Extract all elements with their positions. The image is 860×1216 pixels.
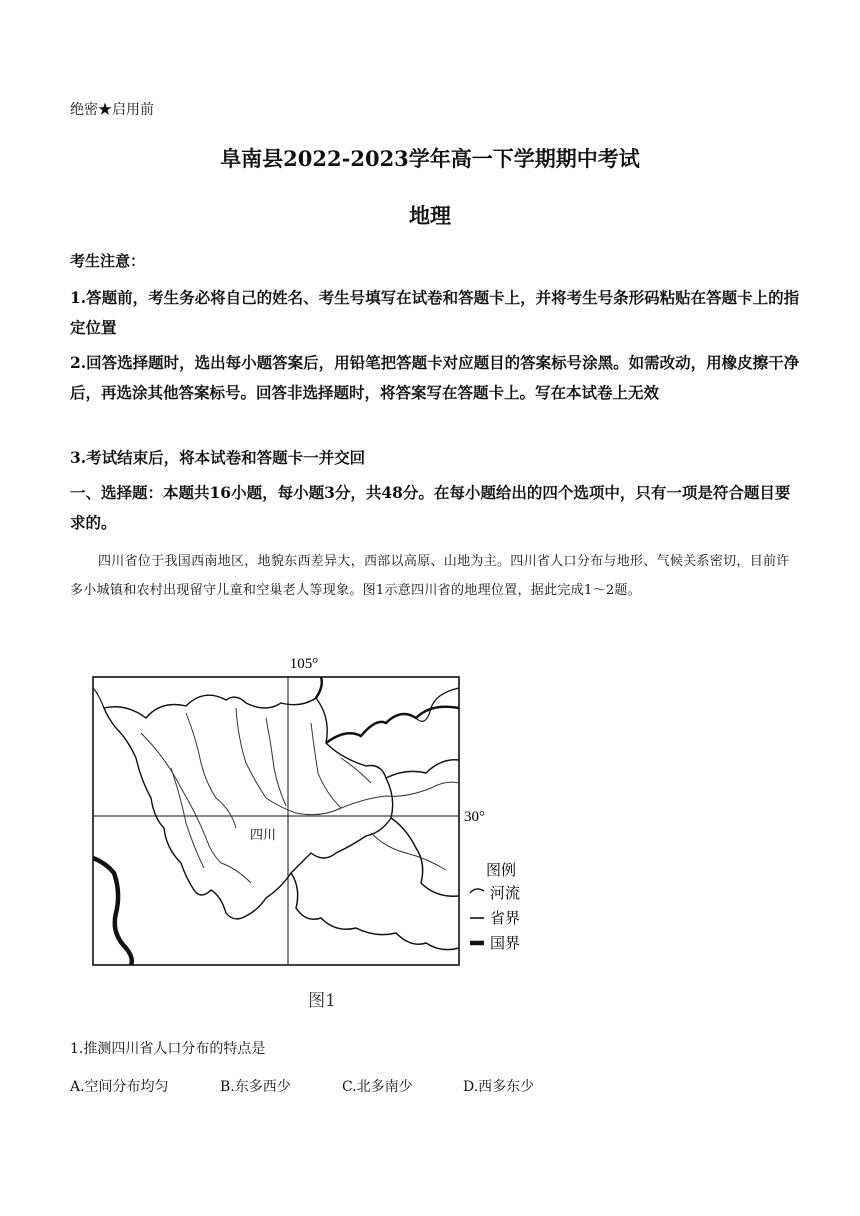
exam-subject: 地理 xyxy=(409,203,451,228)
section-heading: 一、选择题：本题共16小题，每小题3分，共48分。在每小题给出的四个选项中，只有一项是符合题目要求的。 xyxy=(70,483,791,532)
river xyxy=(141,733,251,883)
province-border xyxy=(316,677,322,698)
province-border xyxy=(386,760,459,778)
figure-caption: 图1 xyxy=(308,991,336,1011)
map-svg xyxy=(86,648,556,1018)
province-border xyxy=(93,688,104,708)
province-border xyxy=(291,873,459,950)
confidential-mark: 绝密★启用前 xyxy=(70,102,154,118)
river xyxy=(171,768,204,868)
province-label: 四川 xyxy=(249,828,277,843)
notice-item-1: 1.答题前，考生务必将自己的姓名、考生号填写在试卷和答题卡上，并将考生号条形码粘贴在答题卡上的指定位置 xyxy=(70,288,800,337)
province-border xyxy=(326,707,459,743)
exam-title: 阜南县2022-2023学年高一下学期期中考试 xyxy=(220,146,640,171)
national-border xyxy=(93,858,132,965)
lat-label: 30° xyxy=(464,809,485,825)
sichuan-border xyxy=(104,695,393,919)
river xyxy=(266,718,286,806)
option-c[interactable]: C.北多南少 xyxy=(342,1079,413,1095)
legend-river-symbol xyxy=(470,889,484,893)
province-border xyxy=(416,688,459,721)
option-d[interactable]: D.西多东少 xyxy=(463,1079,535,1095)
question-1-stem: 1.推测四川省人口分布的特点是 xyxy=(70,1041,266,1057)
legend-river: 河流 xyxy=(490,884,521,902)
sichuan-map-figure xyxy=(86,648,556,1022)
river xyxy=(371,833,446,870)
notice-item-2: 2.回答选择题时，选出每小题答案后，用铅笔把答题卡对应题目的答案标号涂黑。如需改动，用橡皮擦干净后，再选涂其他答案标号。回答非选择题时，将答案写在答题卡上。写在本试卷上无效 xyxy=(70,353,800,402)
option-b[interactable]: B.东多西少 xyxy=(220,1079,291,1095)
legend-province-border: 省界 xyxy=(490,909,521,927)
question-intro: 四川省位于我国西南地区，地貌东西差异大，西部以高原、山地为主。四川省人口分布与地形、气候关系密切，目前许多小城镇和农村出现留守儿童和空巢老人等现象。图1示意四川省的地理位置，据此完成1～2题。 xyxy=(70,554,790,598)
legend-national-border: 国界 xyxy=(490,934,521,952)
notice-heading: 考生注意： xyxy=(70,252,146,270)
province-border xyxy=(391,818,459,896)
legend-title: 图例 xyxy=(486,861,517,879)
lon-label: 105° xyxy=(289,656,319,672)
notice-item-3: 3.考试结束后，将本试卷和答题卡一并交回 xyxy=(70,448,366,467)
river xyxy=(236,708,459,815)
map-frame xyxy=(93,677,459,965)
option-a[interactable]: A.空间分布均匀 xyxy=(70,1079,169,1095)
